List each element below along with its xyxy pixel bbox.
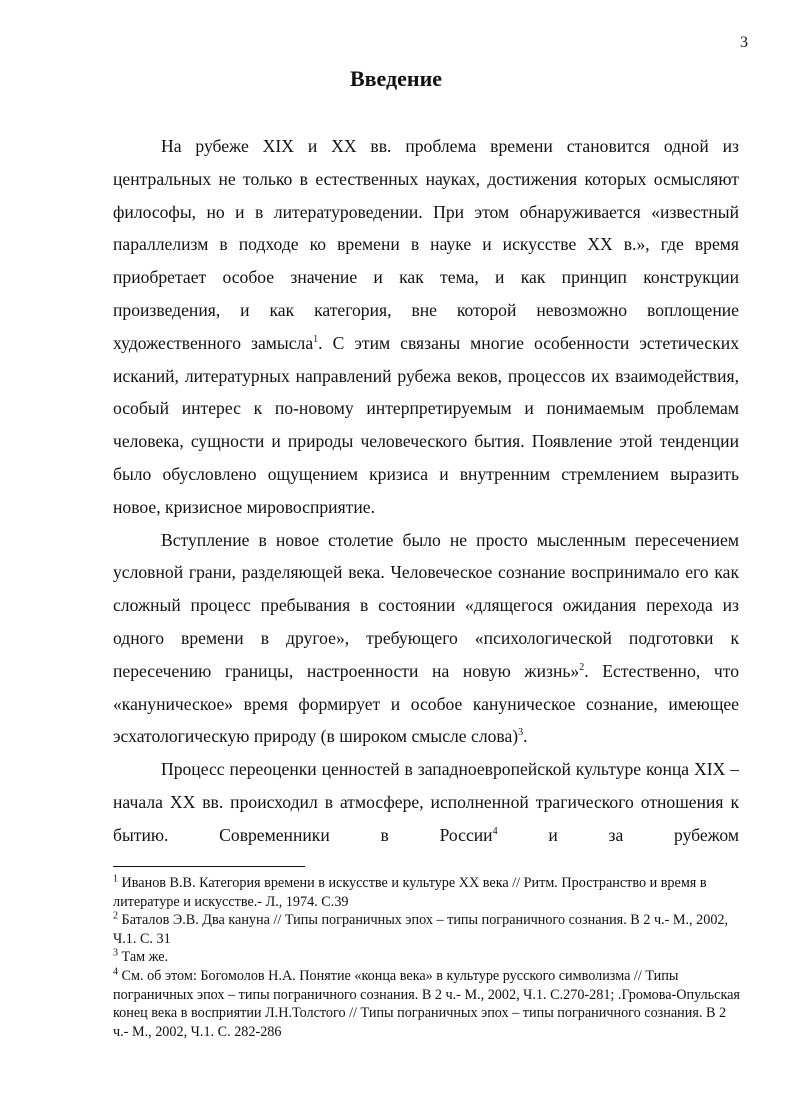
footnote-ref-1: 1 <box>313 333 319 345</box>
footnote-text: См. об этом: Богомолов Н.А. Понятие «конца века» в культуре русского символизма // Типы пограничных эпох – типы пограничного сознания. В 2 ч.- М., 2002, Ч.1. С.270-281; .Громова-Опульская конец века в восприятии Л.Н.Толстого // Типы пограничных эпох – типы пограничного сознания. В 2 ч.- М., 2002, Ч.1. С. 282-286 <box>113 967 740 1040</box>
paragraph-text-middle: . Естественно, что «кануническое» время формирует и особое кануническое сознание, имеющее эсхатологическую природу (в широком смысле слова) <box>113 660 740 747</box>
page-title: Введение <box>349 66 443 91</box>
footnote-number: 3 <box>113 947 118 959</box>
paragraph-1 <box>113 130 739 524</box>
paragraph-text-tail: и за рубежом <box>497 824 739 845</box>
footnote-1 <box>113 874 743 911</box>
main-text <box>113 130 739 852</box>
footnote-text: Баталов Э.В. Два кануна // Типы пограничных эпох – типы пограничного сознания. В 2 ч.- М., 2002, Ч.1. С. 31 <box>113 912 729 947</box>
footnote-ref-2: 2 <box>579 661 585 673</box>
paragraph-text: Процесс переоценки ценностей в западноевропейской культуре конца XIX – начала XX вв. происходил в атмосфере, исполненной трагического отношения к бытию. Современники в России <box>113 759 739 845</box>
page-number: 3 <box>740 34 748 51</box>
footnote-divider <box>113 866 305 867</box>
footnotes <box>113 874 743 1041</box>
paragraph-text: Вступление в новое столетие было не просто мысленным пересечением условной грани, разделяющей века. Человеческое сознание воспринимало его как сложный процесс пребывания в состоянии «длящегося ожидания перехода из одного времени в другое», требующего «психологической подготовки к пересечению границы, настроенности на новую жизнь» <box>113 529 739 681</box>
footnote-number: 2 <box>113 910 118 922</box>
footnote-ref-4: 4 <box>492 825 498 837</box>
footnote-number: 1 <box>113 873 118 885</box>
footnote-3 <box>113 948 743 967</box>
footnote-2 <box>113 911 743 948</box>
paragraph-text-end: . <box>523 726 528 747</box>
paragraph-2 <box>113 524 739 754</box>
footnote-4 <box>113 967 743 1041</box>
paragraph-text-tail: . С этим связаны многие особенности эстетических исканий, литературных направлений рубежа веков, процессов их взаимодействия, особый интерес к по-новому интерпретируемым и понимаемым проблемам человека, сущности и природы человеческого бытия. Появление этой тенденции было обусловлено ощущением кризиса и внутренним стремлением выразить новое, кризисное мировосприятие. <box>113 332 739 517</box>
paragraph-3 <box>113 753 739 851</box>
footnote-text: Там же. <box>118 949 169 966</box>
footnote-text: Иванов В.В. Категория времени в искусстве и культуре XX века // Ритм. Пространство и время в литературе и искусстве.- Л., 1974. С.39 <box>113 875 707 910</box>
paragraph-text: На рубеже XIX и XX вв. проблема времени становится одной из центральных не только в естественных науках, достижения которых осмысляют философы, но и в литературоведении. При этом обнаруживается «известный параллелизм в подходе ко времени в науке и искусстве XX в.», где время приобретает особое значение и как тема, и как принцип конструкции произведения, и как категория, вне которой невозможно воплощение художественного замысла <box>113 136 739 353</box>
footnote-number: 4 <box>113 966 118 978</box>
footnote-ref-3: 3 <box>518 727 524 739</box>
